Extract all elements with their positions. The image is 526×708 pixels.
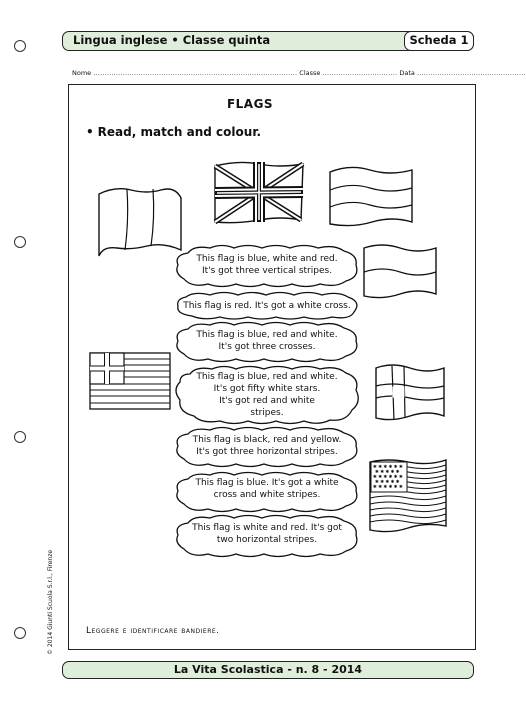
- cloud-line: This flag is white and red. It's got: [192, 523, 342, 533]
- cloud-line: cross and white stripes.: [213, 490, 321, 500]
- sheet-number: Scheda 1: [404, 31, 474, 51]
- page-title: FLAGS: [226, 97, 274, 111]
- cloud-line: This flag is blue, white and red.: [196, 254, 338, 264]
- footer-note: Leggere e identificare bandiere.: [86, 626, 220, 636]
- sentence-cloud: [172, 515, 362, 557]
- cloud-line: It's got fifty white stars.: [213, 384, 321, 394]
- sentence-cloud: [172, 292, 362, 320]
- us-flag-icon: [366, 456, 450, 536]
- union-jack-flag-icon: [211, 158, 307, 228]
- cloud-line: It's got three crosses.: [218, 342, 316, 352]
- cloud-line: It's got three horizontal stripes.: [196, 447, 338, 457]
- name-row: Nome .......................................................................................... Classe ................................. Data ................................................: [72, 69, 526, 77]
- svg-text:✱ ✱ ✱ ✱ ✱ ✱: ✱ ✱ ✱ ✱ ✱ ✱: [373, 465, 403, 470]
- copyright: © 2014 Giunti Scuola S.r.l., Firenze: [47, 549, 54, 655]
- date-label: Data: [399, 69, 415, 77]
- binder-hole: [14, 236, 26, 248]
- sentence-cloud: [172, 427, 362, 467]
- binder-hole: [14, 627, 26, 639]
- svg-text:✱ ✱ ✱ ✱ ✱: ✱ ✱ ✱ ✱ ✱: [375, 470, 400, 475]
- nordic-cross-flag-icon: [372, 362, 448, 424]
- cloud-line: stripes.: [250, 408, 284, 418]
- bottom-bar: La Vita Scolastica - n. 8 - 2014: [62, 661, 474, 679]
- cloud-line: This flag is blue. It's got a white: [195, 478, 339, 488]
- binder-hole: [14, 40, 26, 52]
- cloud-line: It's got red and white: [219, 396, 315, 406]
- svg-text:✱ ✱ ✱ ✱ ✱ ✱: ✱ ✱ ✱ ✱ ✱ ✱: [373, 475, 403, 480]
- cloud-line: two horizontal stripes.: [216, 535, 318, 545]
- cloud-line: This flag is black, red and yellow.: [192, 435, 342, 445]
- instruction-text: Read, match and colour.: [97, 125, 262, 139]
- binder-hole: [14, 431, 26, 443]
- instruction: [86, 125, 261, 139]
- name-label: Nome: [72, 69, 92, 77]
- header-bar: [62, 31, 474, 51]
- cloud-line: This flag is red. It's got a white cross.: [183, 301, 351, 311]
- class-label: Classe: [299, 69, 321, 77]
- svg-text:✱ ✱ ✱ ✱ ✱ ✱: ✱ ✱ ✱ ✱ ✱ ✱: [373, 485, 403, 490]
- sentence-cloud: [172, 472, 362, 512]
- greek-flag-icon: [87, 350, 173, 412]
- bullet: •: [86, 125, 94, 139]
- two-stripe-flag-icon: [360, 242, 440, 302]
- svg-text:✱ ✱ ✱ ✱ ✱: ✱ ✱ ✱ ✱ ✱: [375, 480, 400, 485]
- sentence-cloud: [172, 366, 362, 424]
- sentence-cloud: [172, 322, 362, 362]
- sentence-cloud: [172, 245, 362, 287]
- horizontal-tricolour-flag-icon: [326, 164, 416, 230]
- subject-label: Lingua inglese • Classe quinta: [73, 33, 271, 47]
- cloud-line: This flag is blue, red and white.: [196, 372, 338, 382]
- cloud-line: This flag is blue, red and white.: [196, 330, 338, 340]
- cloud-line: It's got three vertical stripes.: [201, 266, 333, 276]
